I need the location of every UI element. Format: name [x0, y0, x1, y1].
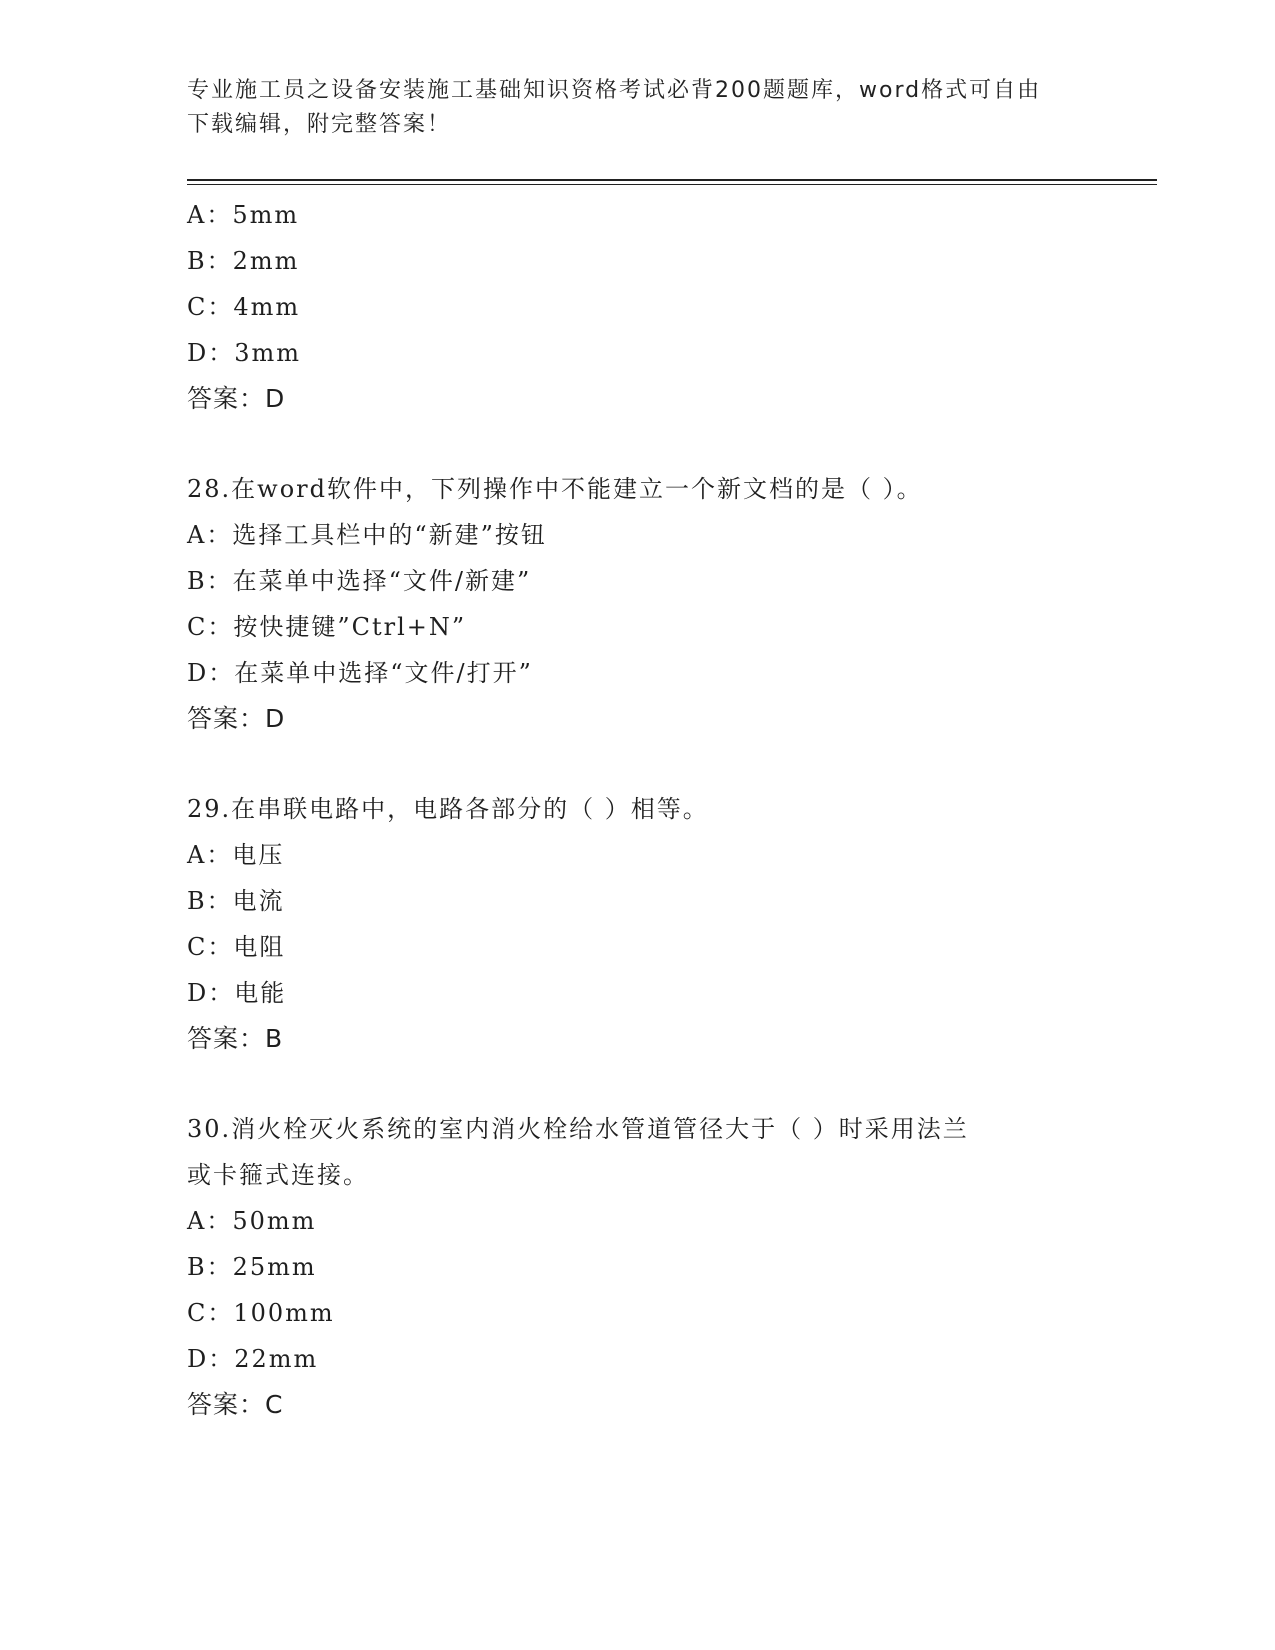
question-spacer	[187, 422, 1187, 466]
document-header	[187, 74, 1067, 142]
option-d: D：在菜单中选择“文件/打开”	[187, 659, 533, 687]
option-c: C：4mm	[187, 293, 301, 321]
option-c: C：100mm	[187, 1299, 335, 1327]
question-text-line-1: 30.消火栓灭火系统的室内消火栓给水管道管径大于（ ）时采用法兰	[187, 1115, 969, 1143]
option-b: B：在菜单中选择“文件/新建”	[187, 567, 532, 595]
question-27-block	[187, 192, 1187, 422]
question-28-block	[187, 466, 1187, 742]
answer-line: 答案：D	[187, 384, 286, 413]
option-c: C：按快捷键”Ctrl+N”	[187, 613, 467, 641]
option-a: A：50mm	[187, 1207, 317, 1235]
header-title-line-1: 专业施工员之设备安装施工基础知识资格考试必背200题题库，word格式可自由	[187, 78, 1042, 103]
question-list	[187, 192, 1187, 1428]
answer-line: 答案：C	[187, 1390, 284, 1419]
answer-line: 答案：B	[187, 1024, 284, 1053]
header-divider-thin	[187, 184, 1157, 185]
question-text: 28.在word软件中，下列操作中不能建立一个新文档的是（ ）。	[187, 475, 923, 503]
question-spacer	[187, 1062, 1187, 1106]
option-a: A：5mm	[187, 201, 300, 229]
answer-line: 答案：D	[187, 704, 286, 733]
option-c: C：电阻	[187, 933, 286, 961]
option-a: A：电压	[187, 841, 285, 869]
option-d: D：22mm	[187, 1345, 319, 1373]
question-29-block	[187, 786, 1187, 1062]
option-a: A：选择工具栏中的“新建”按钮	[187, 521, 547, 549]
question-text: 29.在串联电路中，电路各部分的（ ）相等。	[187, 795, 709, 823]
option-b: B：2mm	[187, 247, 300, 275]
question-text-line-2: 或卡箍式连接。	[187, 1161, 369, 1189]
question-spacer	[187, 742, 1187, 786]
question-30-block	[187, 1106, 1187, 1428]
option-b: B：25mm	[187, 1253, 317, 1281]
option-d: D：电能	[187, 979, 287, 1007]
option-d: D：3mm	[187, 339, 302, 367]
option-b: B：电流	[187, 887, 285, 915]
header-divider-thick	[187, 179, 1157, 181]
header-title-line-2: 下载编辑，附完整答案！	[187, 112, 452, 137]
